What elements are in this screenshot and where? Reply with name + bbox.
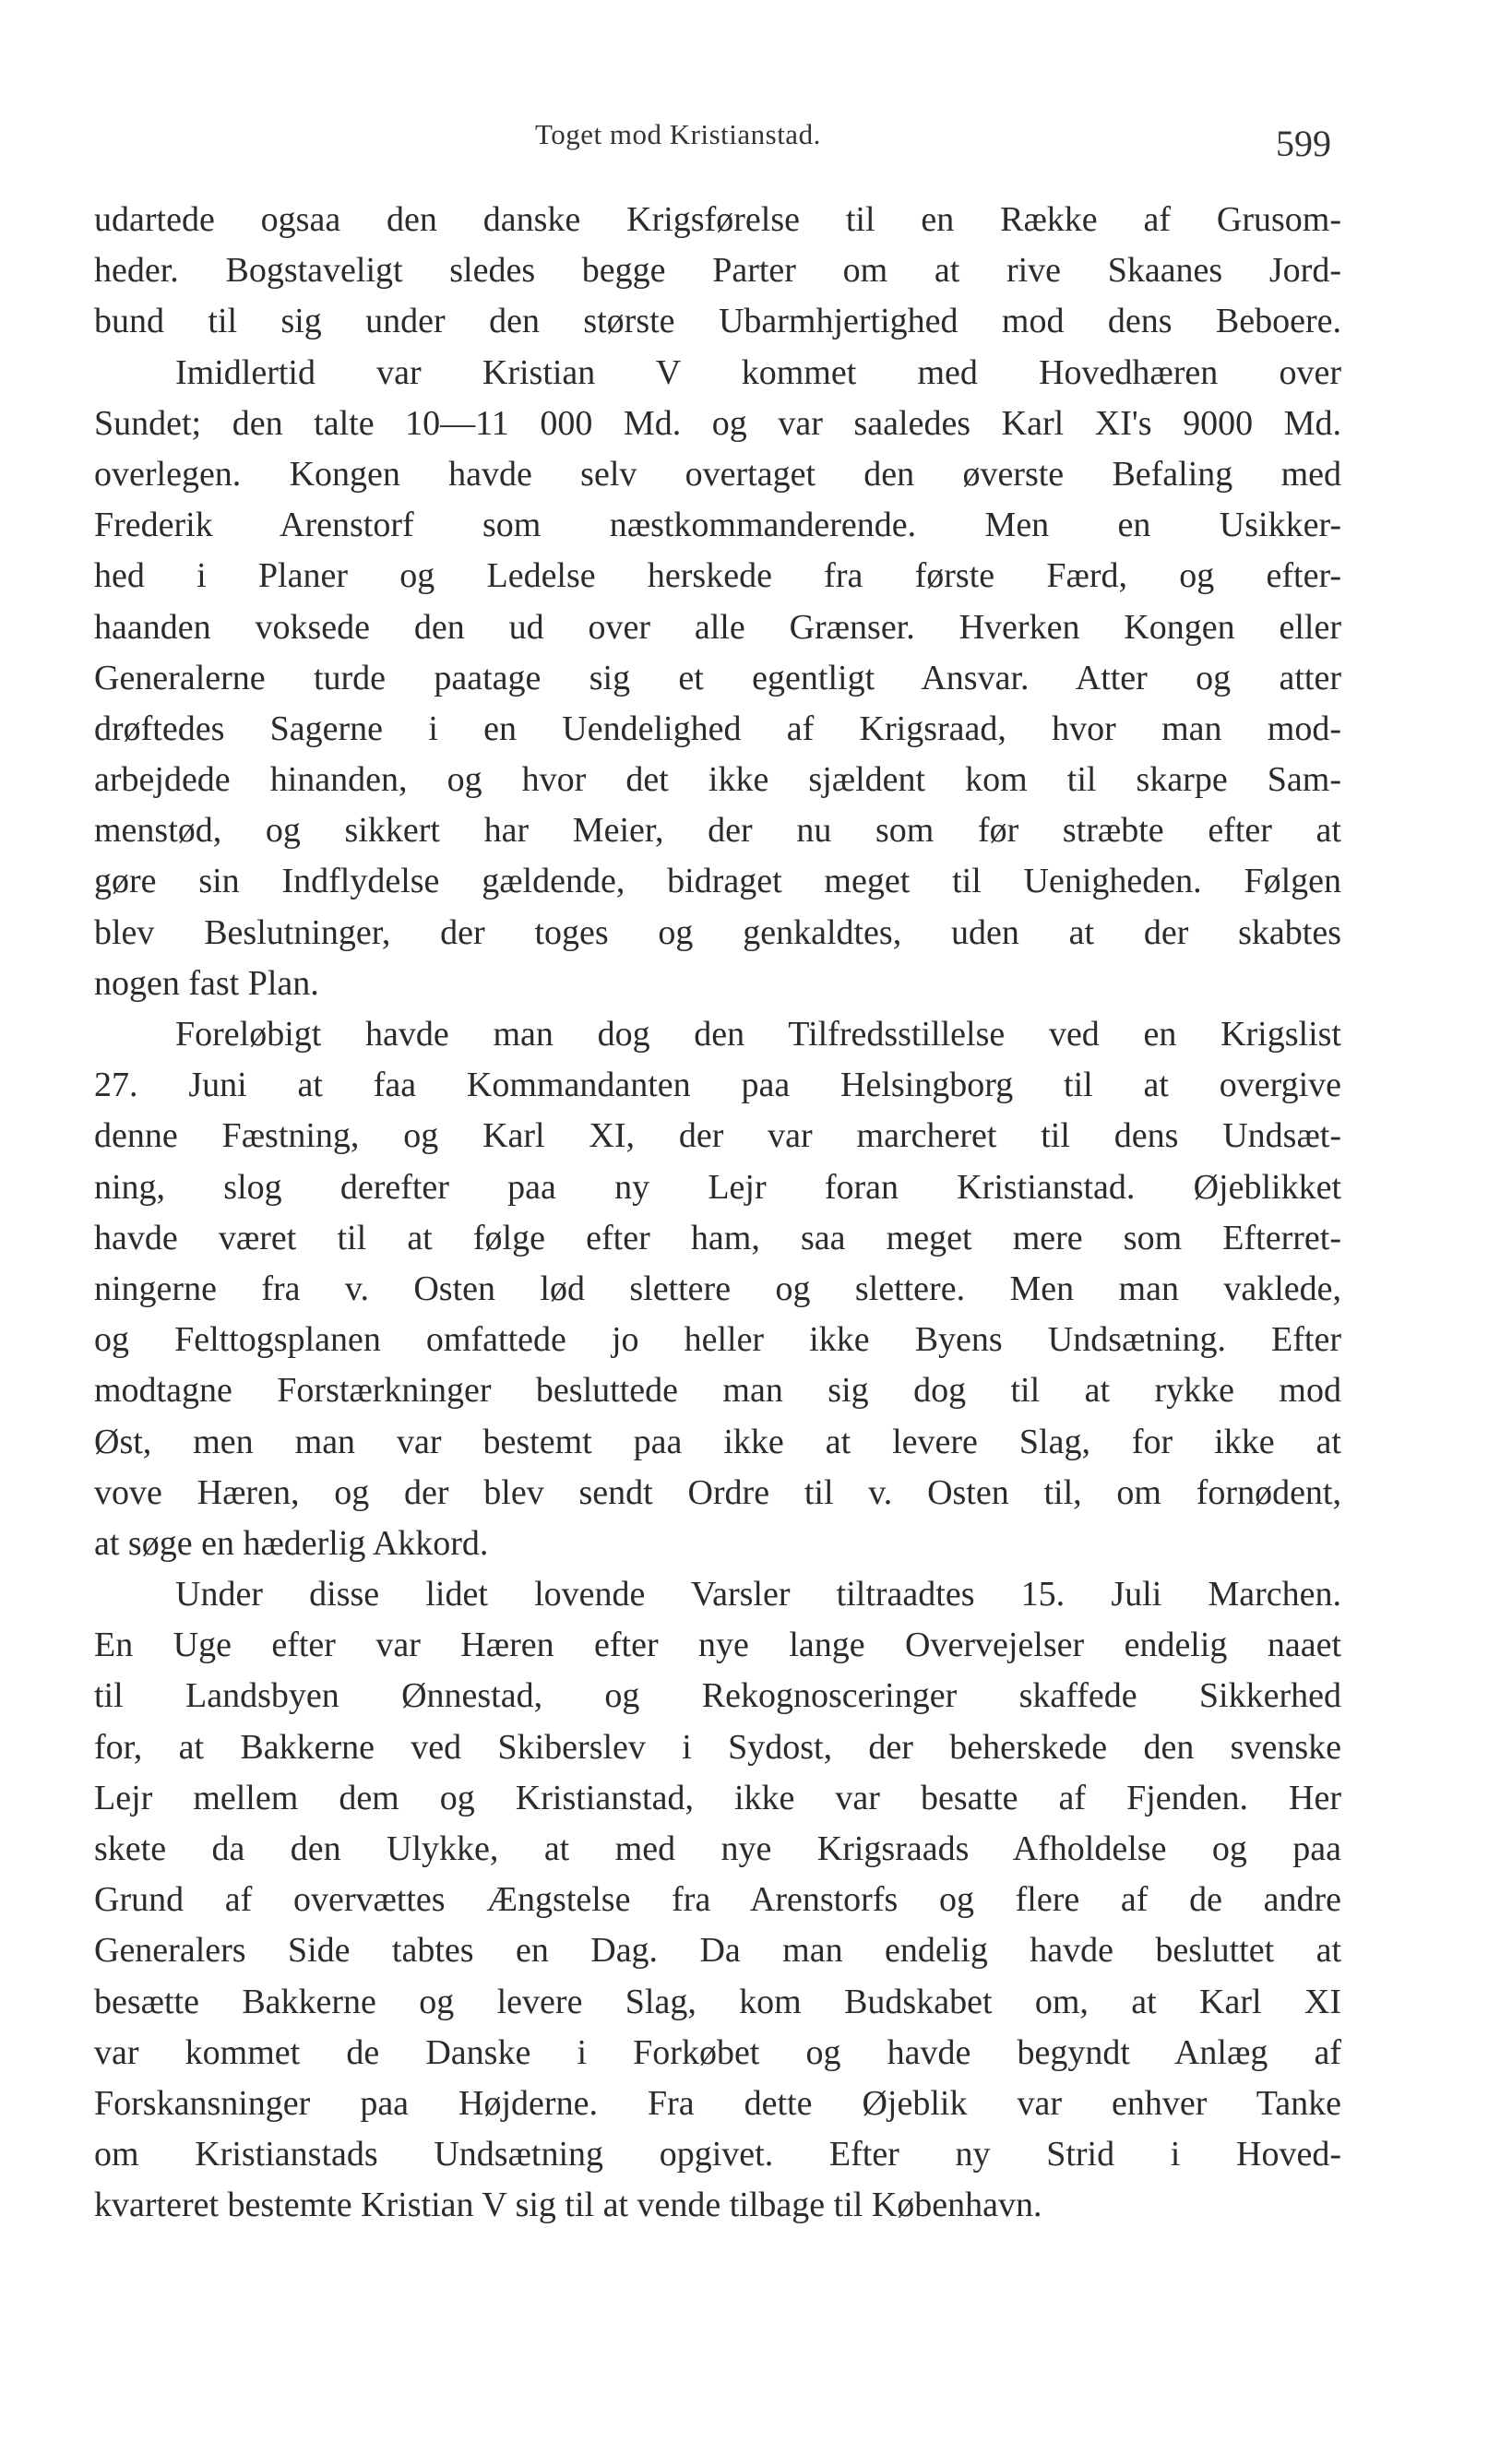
text-line: og Felttogsplanen omfattede jo heller ikke Byens Undsætning. Efter	[94, 1320, 1341, 1360]
text-line: hed i Planer og Ledelse herskede fra første Færd, og efter-	[94, 556, 1341, 596]
text-line: Frederik Arenstorf som næstkommanderende. Men en Usikker-	[94, 506, 1341, 545]
text-line: bund til sig under den største Ubarmhjertighed mod dens Beboere.	[94, 302, 1341, 341]
text-line: Generalerne turde paatage sig et egentligt Ansvar. Atter og atter	[94, 658, 1341, 697]
text-line: vove Hæren, og der blev sendt Ordre til v. Osten til, om fornødent,	[94, 1472, 1341, 1512]
text-line: skete da den Ulykke, at med nye Krigsraads Afholdelse og paa	[94, 1829, 1341, 1868]
text-line: haanden voksede den ud over alle Grænser. Hverken Kongen eller	[94, 607, 1341, 647]
text-line: til Landsbyen Ønnestad, og Rekognosceringer skaffede Sikkerhed	[94, 1676, 1341, 1716]
text-line: Foreløbigt havde man dog den Tilfredsstillelse ved en Krigslist	[175, 1015, 1341, 1054]
text-line: menstød, og sikkert har Meier, der nu som før stræbte efter at	[94, 811, 1341, 851]
text-line: udartede ogsaa den danske Krigsførelse til en Række af Grusom-	[94, 200, 1341, 239]
text-line: blev Beslutninger, der toges og genkaldtes, uden at der skabtes	[94, 912, 1341, 952]
running-title: Toget mod Kristianstad.	[535, 118, 821, 150]
text-line: drøftedes Sagerne i en Uendelighed af Krigsraad, hvor man mod-	[94, 709, 1341, 748]
text-line: at søge en hæderlig Akkord.	[94, 1523, 489, 1563]
text-line: Forskansninger paa Højderne. Fra dette Øjeblik var enhver Tanke	[94, 2083, 1341, 2123]
text-line: besætte Bakkerne og levere Slag, kom Budskabet om, at Karl XI	[94, 1982, 1341, 2021]
text-line: 27. Juni at faa Kommandanten paa Helsingborg til at overgive	[94, 1066, 1341, 1105]
text-line: Imidlertid var Kristian V kommet med Hovedhæren over	[175, 352, 1341, 392]
text-line: nogen fast Plan.	[94, 963, 319, 1003]
text-line: arbejdede hinanden, og hvor det ikke sjældent kom til skarpe Sam-	[94, 760, 1341, 800]
text-line: Lejr mellem dem og Kristianstad, ikke var besatte af Fjenden. Her	[94, 1778, 1341, 1817]
text-line: kvarteret bestemte Kristian V sig til at vende tilbage til København.	[94, 2186, 1042, 2225]
text-line: heder. Bogstaveligt sledes begge Parter om at rive Skaanes Jord-	[94, 251, 1341, 291]
text-line: Grund af overvættes Ængstelse fra Arenstorfs og flere af de andre	[94, 1880, 1341, 1920]
text-line: havde været til at følge efter ham, saa meget mere som Efterret-	[94, 1218, 1341, 1257]
text-line: ning, slog derefter paa ny Lejr foran Kristianstad. Øjeblikket	[94, 1167, 1341, 1207]
text-line: modtagne Forstærkninger besluttede man sig dog til at rykke mod	[94, 1371, 1341, 1411]
text-line: gøre sin Indflydelse gældende, bidraget meget til Uenigheden. Følgen	[94, 862, 1341, 901]
body-text	[94, 195, 1341, 2232]
text-line: Øst, men man var bestemt paa ikke at levere Slag, for ikke at	[94, 1422, 1341, 1461]
text-line: ningerne fra v. Osten lød slettere og slettere. Men man vaklede,	[94, 1269, 1341, 1308]
text-line: for, at Bakkerne ved Skiberslev i Sydost, der beherskede den svenske	[94, 1727, 1341, 1767]
text-line: overlegen. Kongen havde selv overtaget den øverste Befaling med	[94, 454, 1341, 494]
text-line: Under disse lidet lovende Varsler tiltraadtes 15. Juli Marchen.	[175, 1575, 1341, 1614]
text-line: Sundet; den talte 10—11 000 Md. og var saaledes Karl XI's 9000 Md.	[94, 403, 1341, 443]
text-line: denne Fæstning, og Karl XI, der var marcheret til dens Undsæt-	[94, 1116, 1341, 1156]
text-line: Generalers Side tabtes en Dag. Da man endelig havde besluttet at	[94, 1931, 1341, 1971]
text-line: var kommet de Danske i Forkøbet og havde begyndt Anlæg af	[94, 2032, 1341, 2072]
text-line: En Uge efter var Hæren efter nye lange Overvejelser endelig naaet	[94, 1626, 1341, 1665]
text-line: om Kristianstads Undsætning opgivet. Efter ny Strid i Hoved-	[94, 2135, 1341, 2174]
page-number: 599	[1276, 123, 1331, 164]
